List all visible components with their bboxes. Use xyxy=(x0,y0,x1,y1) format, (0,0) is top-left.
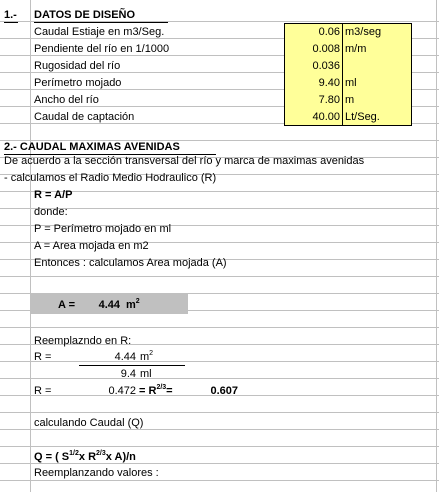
row-value[interactable]: 7.80 xyxy=(318,94,340,106)
column-divider xyxy=(30,0,31,492)
row-unit[interactable]: m3/seg xyxy=(345,26,382,38)
r-numerator: 4.44 xyxy=(114,351,136,363)
area-unit: $m^2$ xyxy=(126,298,140,311)
row-unit[interactable]: m xyxy=(345,94,355,106)
entonces-text: Entonces : calculamos Area mojada (A) xyxy=(34,257,227,269)
section1-title-underline xyxy=(34,22,168,23)
r-power-value: 0.607 xyxy=(210,385,238,397)
row-label: Ancho del río xyxy=(34,94,99,106)
r-value: 0.472 xyxy=(108,385,136,397)
r-denominator: 9.4 xyxy=(120,368,136,380)
row-label: Pendiente del río en 1/1000 xyxy=(34,43,170,55)
reemplazando-valores: Reemplanzando valores : xyxy=(34,467,159,479)
row-label: Rugosidad del río xyxy=(34,60,121,72)
section2-step: - calculamos el Radio Medio Hodraulico (R) xyxy=(4,172,217,184)
reemplazando-r: Reemplazndo en R: xyxy=(34,335,132,347)
r-power-label: = $R^{2/3}=$ xyxy=(139,384,173,397)
row-value[interactable]: 0.036 xyxy=(312,60,340,72)
section1-number: 1.- xyxy=(4,9,17,21)
row-label: Caudal Estiaje en m3/Seg. xyxy=(34,26,165,38)
formula-r: R = A/P xyxy=(34,189,73,201)
r-denominator-unit: ml xyxy=(140,368,152,380)
formula-q: Q = ( $S^{1/2}x$ $R^{2/3}x$ A)/n xyxy=(34,450,136,463)
calculando-caudal: calculando Caudal (Q) xyxy=(34,417,144,429)
section2-title: 2.- CAUDAL MAXIMAS AVENIDAS xyxy=(4,141,180,153)
section1-title: DATOS DE DISEÑO xyxy=(34,9,136,21)
row-value[interactable]: 40.00 xyxy=(312,111,340,123)
r-numerator-unit: $m^2$ xyxy=(140,350,154,363)
row-value[interactable]: 9.40 xyxy=(318,77,340,89)
section2-description: De acuerdo a la sección transversal del río y marca de maximas avenidas xyxy=(4,155,365,167)
row-unit[interactable]: m/m xyxy=(345,43,367,55)
row-value[interactable]: 0.06 xyxy=(318,26,340,38)
row-value[interactable]: 0.008 xyxy=(312,43,340,55)
area-label: A = xyxy=(58,299,76,311)
row-unit[interactable]: Lt/Seg. xyxy=(345,111,380,123)
r-label: R = xyxy=(34,351,52,363)
row-unit[interactable]: ml xyxy=(345,77,357,89)
row-label: Caudal de captación xyxy=(34,111,135,123)
donde-label: donde: xyxy=(34,206,68,218)
definition-p: P = Perímetro mojado en ml xyxy=(34,223,172,235)
section1-number-underline xyxy=(4,22,18,23)
r2-label: R = xyxy=(34,385,52,397)
area-value: 4.44 xyxy=(98,299,120,311)
row-label: Perímetro mojado xyxy=(34,77,122,89)
definition-a: A = Area mojada en m2 xyxy=(34,240,149,252)
